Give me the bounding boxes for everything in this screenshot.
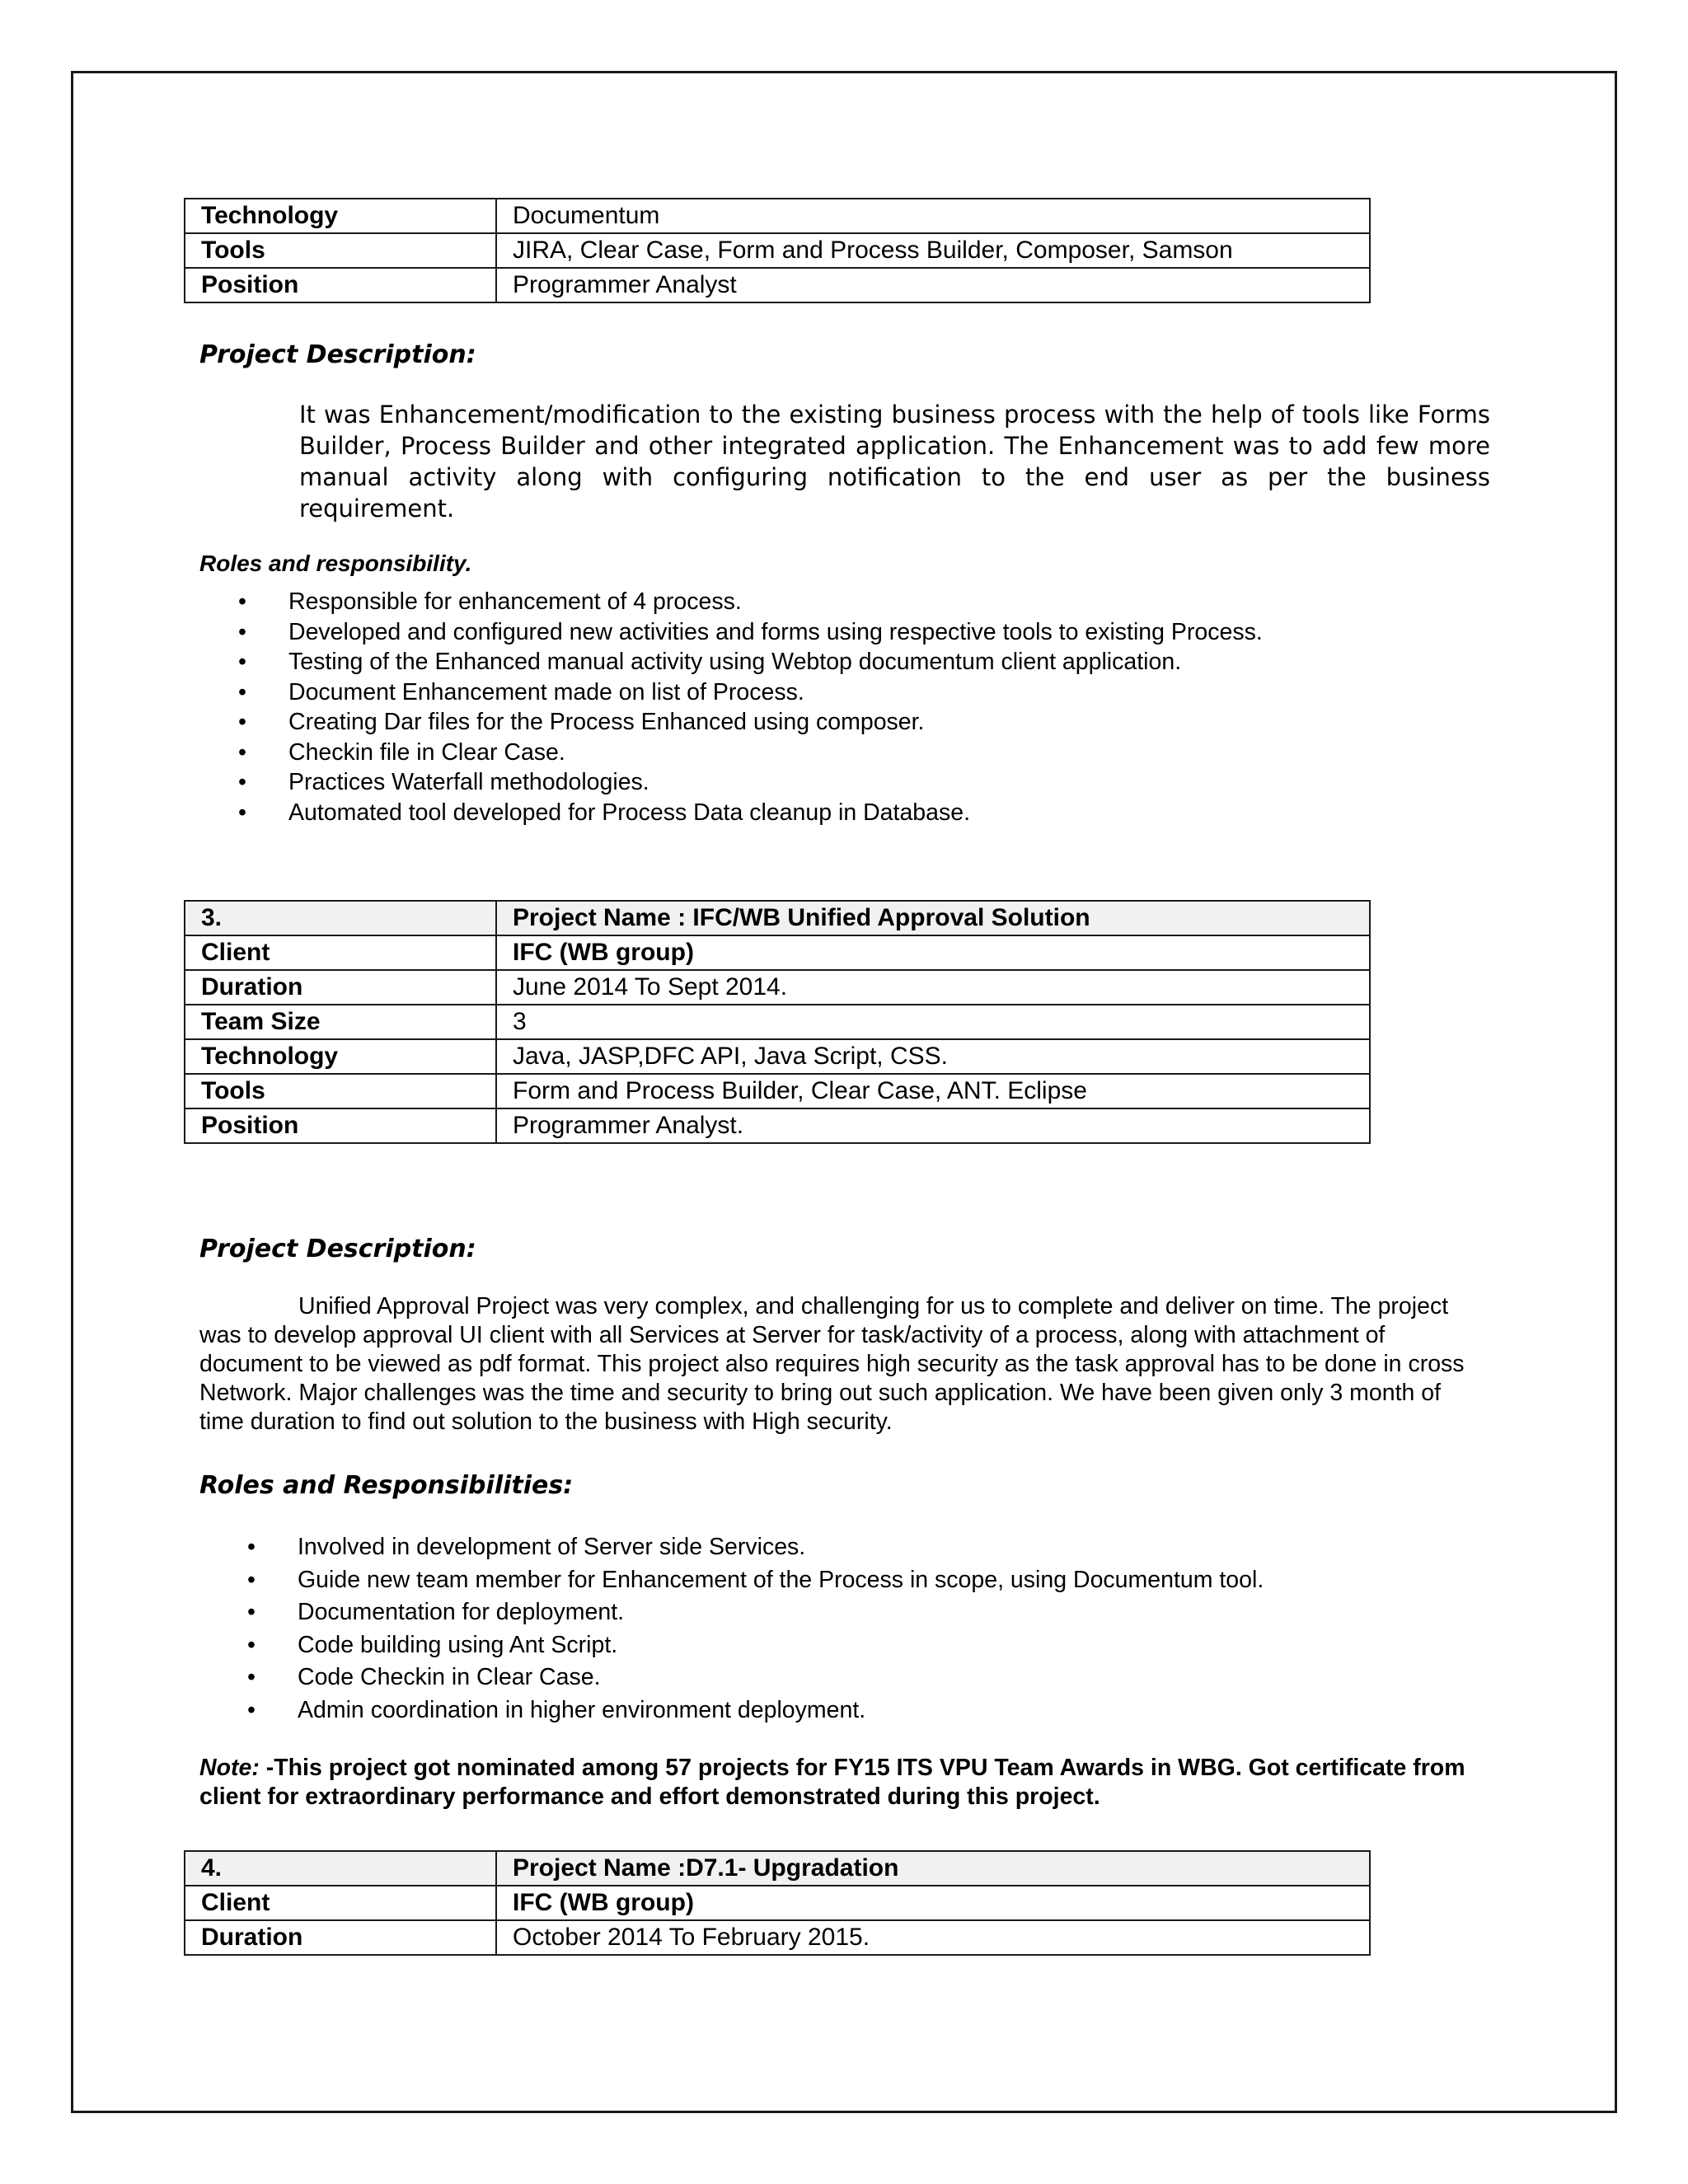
project-number: 4. — [185, 1851, 496, 1886]
bullet-icon: • — [238, 678, 246, 705]
table-row — [185, 268, 1370, 302]
list-item: • Documentation for deployment. — [298, 1596, 1264, 1629]
row-value: October 2014 To February 2015. — [496, 1920, 1370, 1955]
row-key: Client — [185, 1886, 496, 1920]
bullet-icon: • — [238, 649, 246, 675]
project-description-heading: Project Description: — [199, 340, 476, 369]
list-item: • Developed and configured new activities and forms using respective tools to existing Process. — [288, 617, 1263, 648]
row-value: Programmer Analyst — [496, 268, 1370, 302]
project-description-text-2: Unified Approval Project was very complex, and challenging for us to complete and deliver on time. The project was to develop approval UI client with all Services at Server for task/activity of a process, along with attachment of document to be viewed as pdf format. This project also requires high security as the task approval has to be done in cross Network. Major challenges was the time and security to bring out such application. We have been given only 3 month of time duration to find out solution to the business with High security. — [199, 1293, 1465, 1435]
bullet-icon: • — [238, 769, 246, 795]
bullet-icon: • — [238, 738, 246, 766]
row-value: IFC (WB group) — [496, 1886, 1370, 1920]
list-item: • Involved in development of Server side Services. — [298, 1531, 1264, 1564]
table-header-row — [185, 901, 1370, 935]
bullet-icon: • — [247, 1664, 256, 1690]
project-details-table-top — [184, 198, 1371, 303]
bullet-icon: • — [238, 709, 246, 735]
bullet-icon: • — [238, 618, 246, 645]
project-3-table — [184, 900, 1371, 1144]
row-value: IFC (WB group) — [496, 935, 1370, 970]
row-value: 3 — [496, 1005, 1370, 1039]
project-name: Project Name : IFC/WB Unified Approval Solution — [496, 901, 1370, 935]
table-row — [185, 1074, 1370, 1108]
table-row — [185, 199, 1370, 233]
list-item: • Code building using Ant Script. — [298, 1629, 1264, 1662]
list-item: • Checkin file in Clear Case. — [288, 738, 1263, 768]
bullet-icon: • — [247, 1534, 256, 1560]
table-row — [185, 233, 1370, 268]
row-value: Documentum — [496, 199, 1370, 233]
project-number: 3. — [185, 901, 496, 935]
row-key: Technology — [185, 1039, 496, 1074]
row-value: Form and Process Builder, Clear Case, ANT. Eclipse — [496, 1074, 1370, 1108]
bullet-icon: • — [247, 1631, 256, 1658]
roles-heading: Roles and responsibility. — [199, 551, 472, 576]
roles-list-2 — [247, 1531, 1264, 1727]
bullet-icon: • — [247, 1566, 256, 1593]
table-row — [185, 1886, 1370, 1920]
row-key: Position — [185, 1108, 496, 1143]
table-row — [185, 935, 1370, 970]
project-description-heading-2: Project Description: — [199, 1235, 476, 1263]
list-item: • Document Enhancement made on list of Process. — [288, 677, 1263, 708]
note-text: -This project got nominated among 57 projects for FY15 ITS VPU Team Awards in WBG. Got certificate from client for extraordinary performance and effort demonstrated during this project. — [199, 1755, 1465, 1810]
list-item: • Practices Waterfall methodologies. — [288, 767, 1263, 798]
table-row — [185, 1920, 1370, 1955]
roles-heading-2: Roles and Responsibilities: — [199, 1471, 574, 1500]
row-key: Technology — [185, 199, 496, 233]
row-key: Duration — [185, 1920, 496, 1955]
row-key: Tools — [185, 233, 496, 268]
row-key: Position — [185, 268, 496, 302]
note-label: Note: — [199, 1755, 260, 1781]
table-header-row — [185, 1851, 1370, 1886]
project-4-table — [184, 1850, 1371, 1956]
row-key: Team Size — [185, 1005, 496, 1039]
bullet-icon: • — [238, 588, 246, 615]
bullet-icon: • — [247, 1696, 256, 1723]
list-item: • Testing of the Enhanced manual activity using Webtop documentum client application. — [288, 647, 1263, 677]
bullet-icon: • — [247, 1599, 256, 1625]
project-name: Project Name :D7.1- Upgradation — [496, 1851, 1370, 1886]
list-item: • Admin coordination in higher environment deployment. — [298, 1694, 1264, 1727]
list-item: • Creating Dar files for the Process Enhanced using composer. — [288, 707, 1263, 738]
roles-list — [238, 587, 1263, 827]
project-description-text: It was Enhancement/modification to the existing business process with the help of tools like Forms Builder, Process Builder and other integrated application. The Enhancement was to add few more manual activity along with configuring notification to the end user as per the business requirement. — [299, 401, 1490, 523]
row-value: Programmer Analyst. — [496, 1108, 1370, 1143]
row-value: Java, JASP,DFC API, Java Script, CSS. — [496, 1039, 1370, 1074]
list-item: • Automated tool developed for Process Data cleanup in Database. — [288, 798, 1263, 828]
table-row — [185, 1108, 1370, 1143]
list-item: • Responsible for enhancement of 4 process. — [288, 587, 1263, 617]
table-row — [185, 970, 1370, 1005]
row-value: June 2014 To Sept 2014. — [496, 970, 1370, 1005]
row-key: Duration — [185, 970, 496, 1005]
list-item: • Code Checkin in Clear Case. — [298, 1661, 1264, 1694]
table-row — [185, 1005, 1370, 1039]
row-key: Client — [185, 935, 496, 970]
bullet-icon: • — [238, 799, 246, 826]
row-value: JIRA, Clear Case, Form and Process Builder, Composer, Samson — [496, 233, 1370, 268]
award-note — [199, 1754, 1490, 1811]
list-item: • Guide new team member for Enhancement of the Process in scope, using Documentum tool. — [298, 1564, 1264, 1597]
row-key: Tools — [185, 1074, 496, 1108]
table-row — [185, 1039, 1370, 1074]
